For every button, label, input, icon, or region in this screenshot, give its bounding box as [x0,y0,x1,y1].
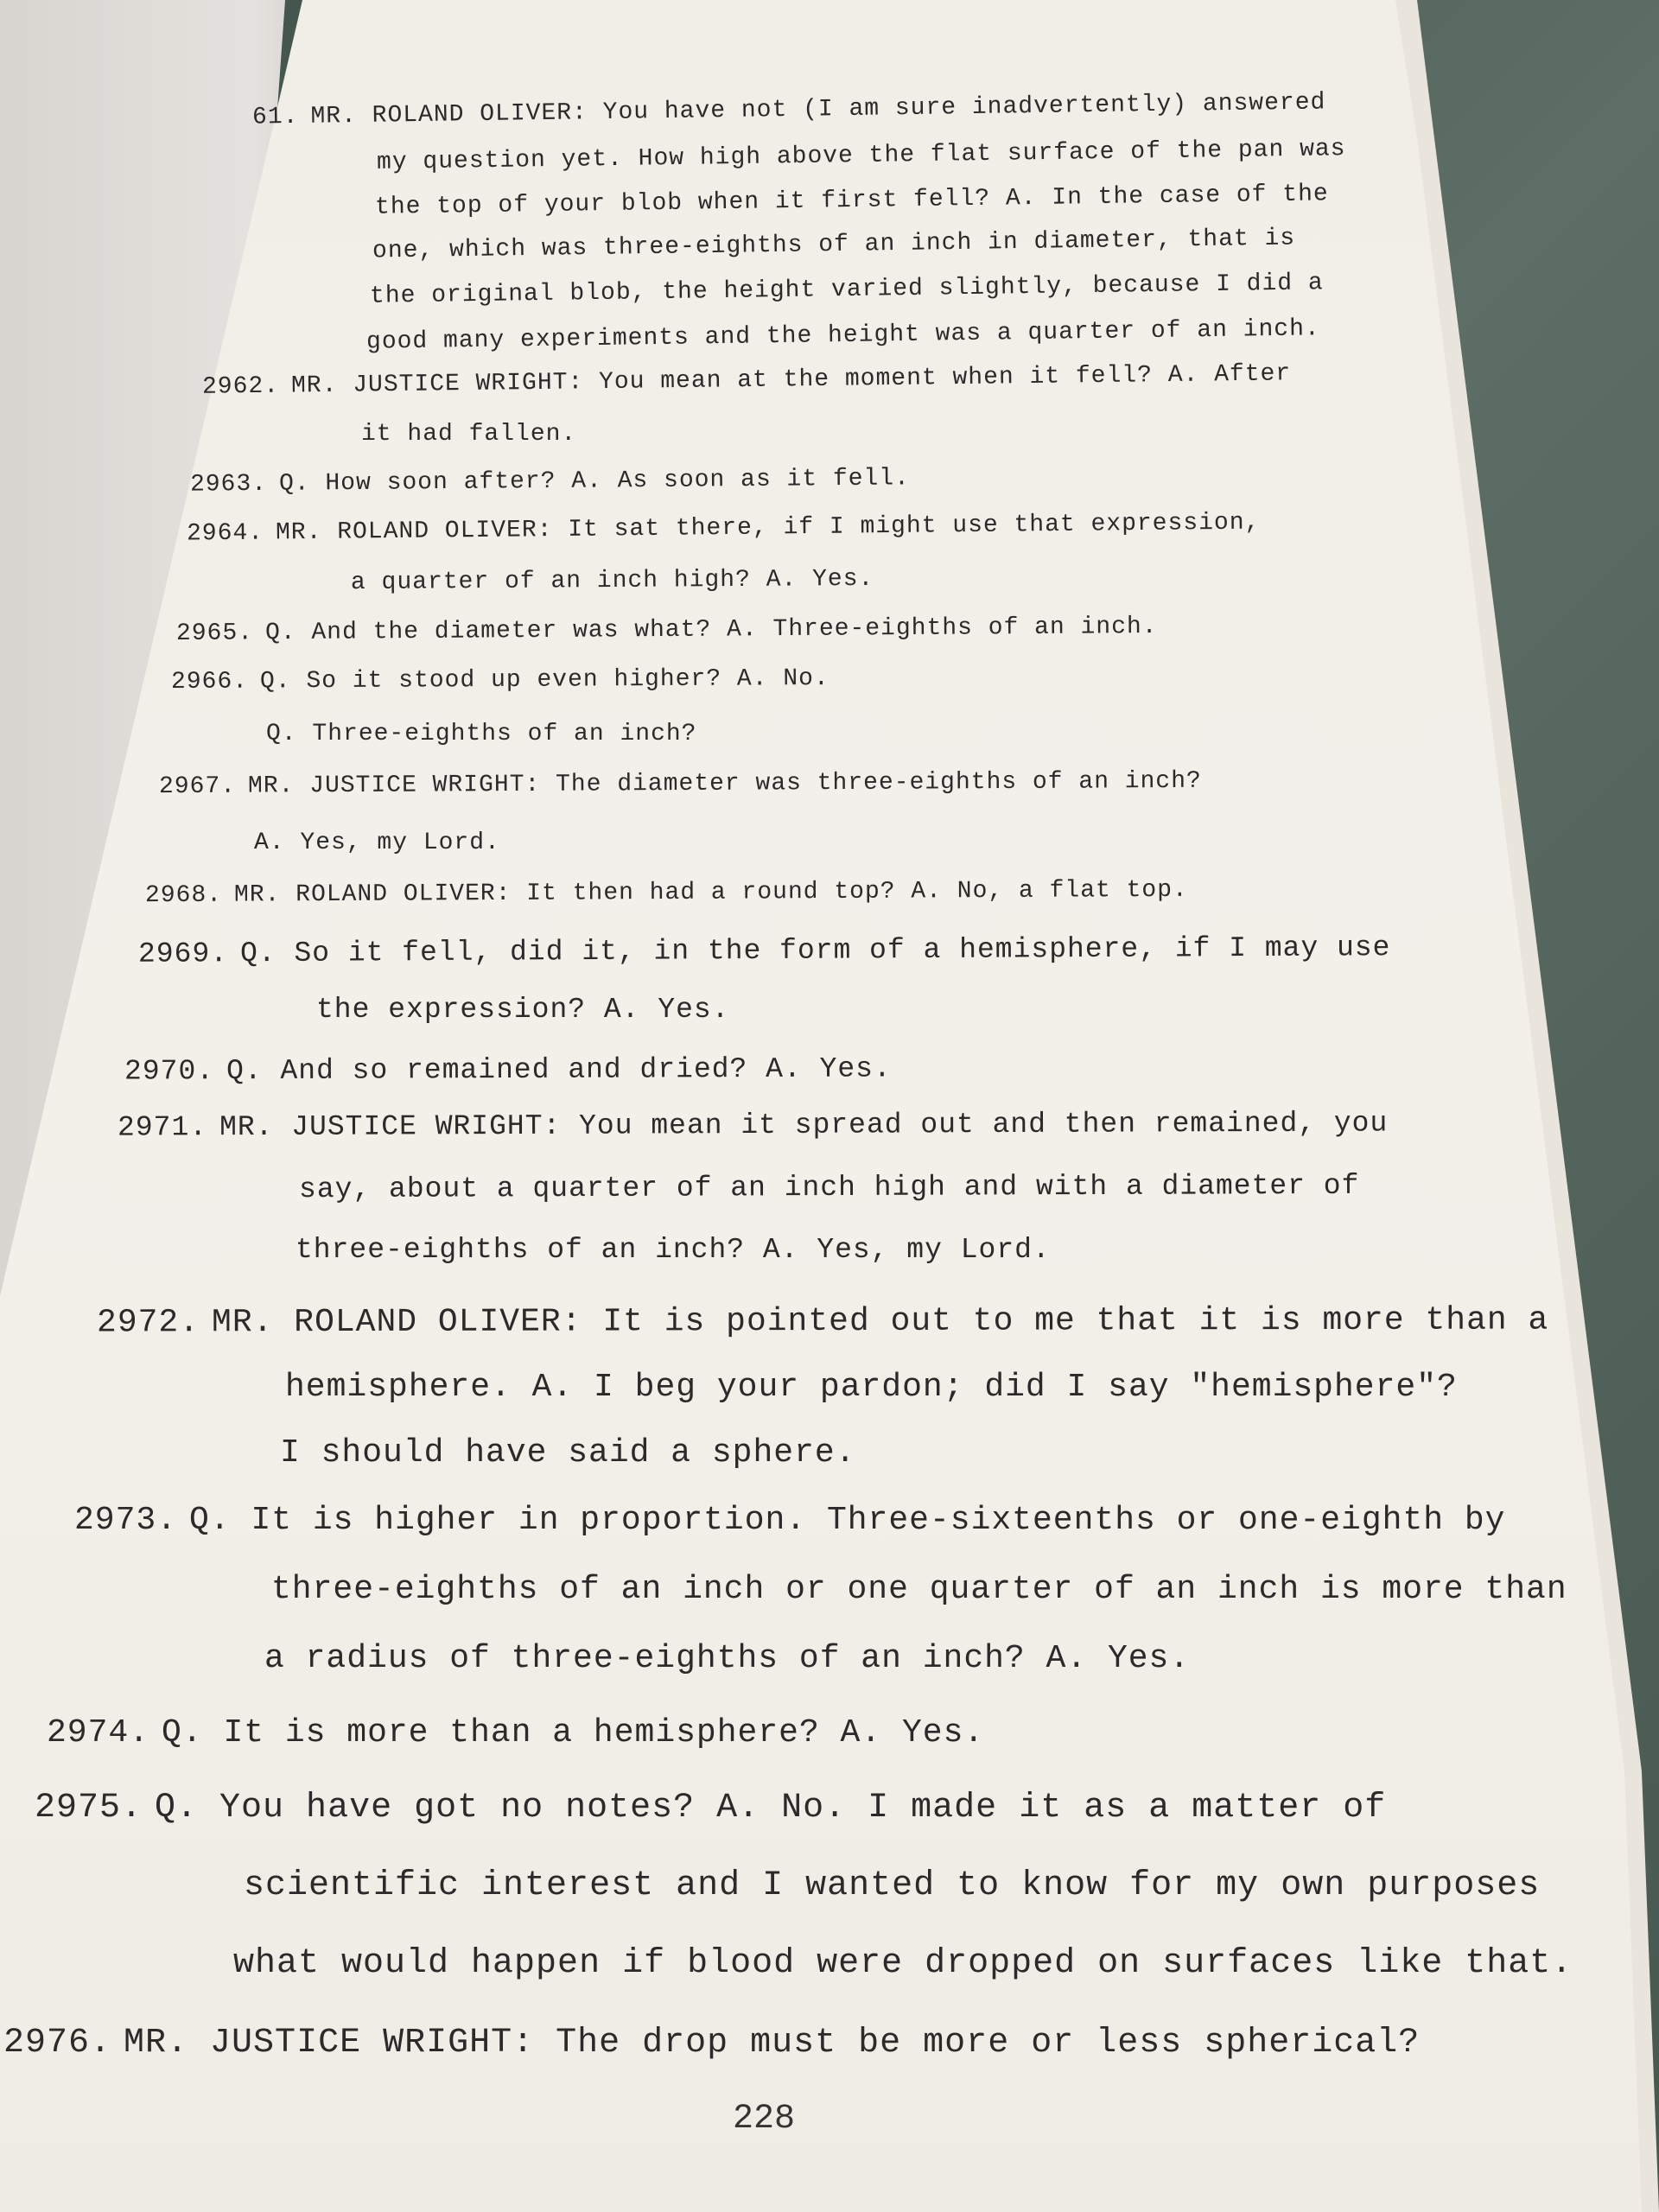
transcript-line: my question yet. How high above the flat surface of the pan was [376,136,1346,176]
transcript-line: 2970. Q. And so remained and dried? A. Yes. [124,1052,892,1088]
transcript-line: 2966. Q. So it stood up even higher? A. No. [170,665,830,696]
transcript-line: one, which was three-eighths of an inch in diameter, that is [372,225,1296,265]
transcript-line: the expression? A. Yes. [316,994,730,1026]
transcript-line: scientific interest and I wanted to know for my own purposes [244,1866,1541,1905]
transcript-line: A. Yes, my Lord. [254,830,500,856]
transcript-line: 2964. MR. ROLAND OLIVER: It sat there, if I might use that expression, [186,509,1261,548]
transcript-line: three-eighths of an inch? A. Yes, my Lord. [296,1234,1051,1266]
transcript-line: 2963. Q. How soon after? A. As soon as it fell. [189,465,911,499]
transcript-line: 2974. Q. It is more than a hemisphere? A. Yes. [47,1714,985,1751]
transcript-line: 2973. Q. It is higher in proportion. Three-sixteenths or one-eighth by [74,1502,1506,1539]
transcript-line: 2976. MR. JUSTICE WRIGHT: The drop must be more or less spherical? [3,2024,1421,2063]
transcript-line: it had fallen. [361,421,577,448]
transcript-line: three-eighths of an inch or one quarter of an inch is more than [271,1571,1567,1608]
transcript-line: I should have said a sphere. [280,1434,856,1471]
transcript-line: 2962. MR. JUSTICE WRIGHT: You mean at the moment when it fell? A. After [201,360,1292,401]
transcript-line: 2971. MR. JUSTICE WRIGHT: You mean it spread out and then remained, you [117,1107,1389,1144]
transcript-line: 61. MR. ROLAND OLIVER: You have not (I am sure inadvertently) answered [251,89,1326,131]
transcript-line: good many experiments and the height was a quarter of an inch. [365,315,1320,356]
transcript-line: the original blob, the height varied slightly, because I did a [369,270,1324,310]
transcript-line: what would happen if blood were dropped on surfaces like that. [233,1944,1573,1983]
transcript-line: 2972. MR. ROLAND OLIVER: It is pointed out to me that it is more than a [96,1301,1549,1342]
transcript-line: say, about a quarter of an inch high and with a diameter of [298,1169,1360,1206]
transcript-line: 2969. Q. So it fell, did it, in the form of a hemisphere, if I may use [137,931,1391,970]
transcript-line: Q. Three-eighths of an inch? [266,721,697,747]
transcript-line: a radius of three-eighths of an inch? A. Yes. [264,1640,1191,1677]
transcript-line: 2967. MR. JUSTICE WRIGHT: The diameter was three-eighths of an inch? [158,767,1202,801]
transcript-line: a quarter of an inch high? A. Yes. [350,565,874,597]
transcript-line: the top of your blob when it first fell? A. In the case of the [374,181,1329,221]
page-number: 228 [733,2100,796,2139]
transcript-line: 2965. Q. And the diameter was what? A. Three-eighths of an inch. [175,613,1158,647]
transcript-line: hemisphere. A. I beg your pardon; did I say "hemisphere"? [285,1369,1458,1406]
transcript-line: 2968. MR. ROLAND OLIVER: It then had a round top? A. No, a flat top. [144,876,1188,910]
transcript-line: 2975. Q. You have got no notes? A. No. I made it as a matter of [35,1789,1387,1827]
